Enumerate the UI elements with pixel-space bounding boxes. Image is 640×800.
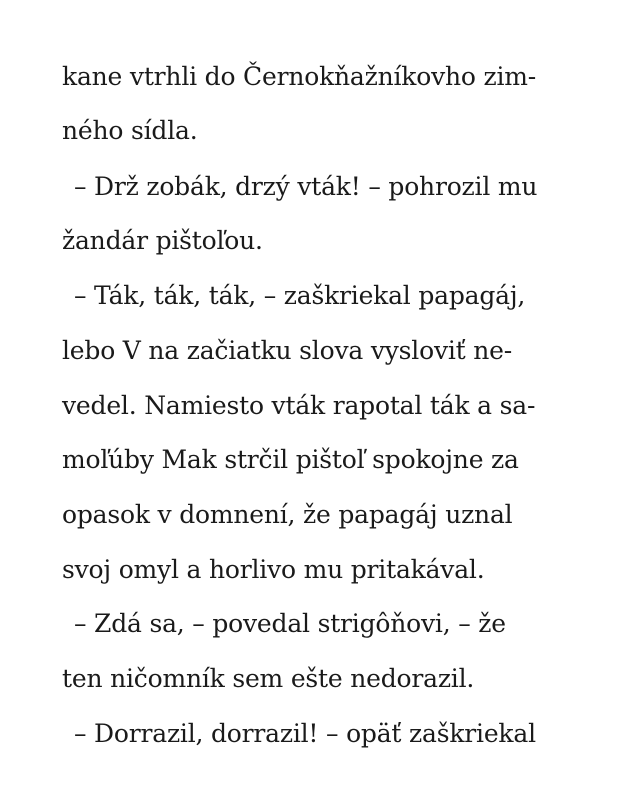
text-line-1: kane vtrhli do Černokňažníkovho zim- <box>62 62 537 91</box>
text-line-8: moľúby Mak strčil pištoľ spokojne za <box>62 445 519 474</box>
text-line-12: ten ničomník sem ešte nedorazil. <box>62 664 475 693</box>
text-line-7: vedel. Namiesto vták rapotal ták a sa- <box>62 391 536 420</box>
text-line-2: ného sídla. <box>62 116 198 145</box>
text-line-6: lebo V na začiatku slova vysloviť ne- <box>62 336 512 365</box>
text-line-3: – Drž zobák, drzý vták! – pohrozil mu <box>74 172 538 201</box>
text-line-10: svoj omyl a horlivo mu pritakával. <box>62 555 485 584</box>
text-line-13: – Dorrazil, dorrazil! – opäť zaškriekal <box>74 719 536 748</box>
text-line-5: – Ták, ták, ták, – zaškriekal papagáj, <box>74 281 526 310</box>
text-line-4: žandár pištoľou. <box>62 226 263 255</box>
text-line-9: opasok v domnení, že papagáj uznal <box>62 500 513 529</box>
text-line-11: – Zdá sa, – povedal strigôňovi, – že <box>74 609 506 638</box>
